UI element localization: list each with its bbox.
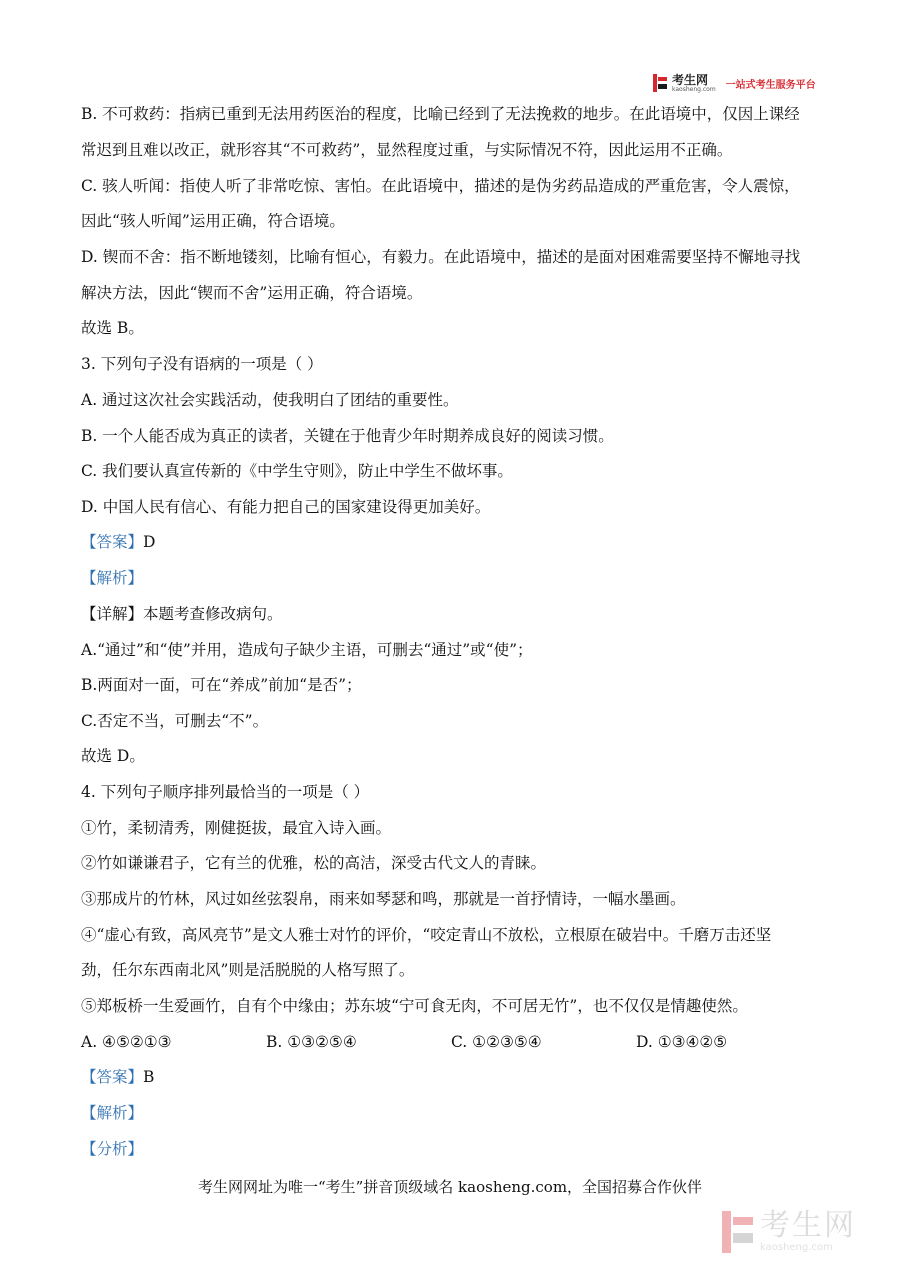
text-line: 常迟到且难以改正，就形容其“不可救药”，显然程度过重，与实际情况不符，因此运用不正确。 bbox=[81, 141, 733, 159]
watermark bbox=[720, 1205, 856, 1259]
question-4-analysis-label: 【解析】 bbox=[81, 1104, 144, 1122]
question-3-option-c: C. 我们要认真宣传新的《中学生守则》，防止中学生不做坏事。 bbox=[81, 462, 513, 480]
text-line: A.“通过”和“使”并用，造成句子缺少主语，可删去“通过”或“使”； bbox=[81, 641, 533, 659]
question-3-detail: 【详解】本题考查修改病句。 bbox=[81, 605, 283, 623]
text-line: 因此“骇人听闻”运用正确，符合语境。 bbox=[81, 212, 345, 230]
question-3-answer bbox=[81, 531, 821, 553]
sentence-1: ①竹，柔韧清秀，刚健挺拔，最宜入诗入画。 bbox=[81, 819, 392, 837]
text-line: 故选 D。 bbox=[81, 747, 145, 765]
kaosheng-logo-icon bbox=[652, 74, 668, 92]
question-3-option-b: B. 一个人能否成为真正的读者，关键在于他青少年时期养成良好的阅读习惯。 bbox=[81, 427, 614, 445]
text-line: B. 不可救药：指病已重到无法用药医治的程度，比喻已经到了无法挽救的地步。在此语境中，仅因上课经 bbox=[81, 105, 800, 123]
logo-domain: kaosheng.com bbox=[672, 85, 716, 93]
question-4-answer bbox=[81, 1066, 821, 1088]
sentence-5: ⑤郑板桥一生爱画竹，自有个中缘由；苏东坡“宁可食无肉，不可居无竹”，也不仅仅是情趣使然。 bbox=[81, 997, 748, 1015]
answer-label: 【答案】 bbox=[81, 533, 144, 551]
text-line: 故选 B。 bbox=[81, 319, 144, 337]
header-logo bbox=[652, 72, 816, 94]
option-a: A. ④⑤②①③ bbox=[81, 1033, 172, 1051]
question-3-option-d: D. 中国人民有信心、有能力把自己的国家建设得更加美好。 bbox=[81, 498, 491, 516]
option-c: C. ①②③⑤④ bbox=[451, 1033, 542, 1051]
question-4-fenxi-label: 【分析】 bbox=[81, 1140, 144, 1158]
question-3-analysis-label: 【解析】 bbox=[81, 569, 144, 587]
option-d: D. ①③④②⑤ bbox=[636, 1033, 728, 1051]
answer-value: D bbox=[143, 533, 156, 551]
option-b: B. ①③②⑤④ bbox=[266, 1033, 357, 1051]
answer-label: 【答案】 bbox=[81, 1068, 144, 1086]
sentence-4: ④“虚心有致，高风亮节”是文人雅士对竹的评价，“咬定青山不放松，立根原在破岩中。千磨万击还坚 bbox=[81, 926, 772, 944]
page-footer: 考生网网址为唯一“考生”拼音顶级域名 kaosheng.com，全国招募合作伙伴 bbox=[197, 1178, 703, 1196]
text-line: 解决方法，因此“锲而不舍”运用正确，符合语境。 bbox=[81, 284, 423, 302]
watermark-logo-icon bbox=[720, 1211, 754, 1253]
text-line: C. 骇人听闻：指使人听了非常吃惊、害怕。在此语境中，描述的是伪劣药品造成的严重危害，令人震惊， bbox=[81, 177, 800, 195]
question-4-options bbox=[81, 1031, 821, 1053]
logo-name: 考生网 bbox=[672, 72, 709, 87]
question-4-stem: 4. 下列句子顺序排列最恰当的一项是（ ） bbox=[81, 783, 370, 801]
question-3-option-a: A. 通过这次社会实践活动，使我明白了团结的重要性。 bbox=[81, 391, 459, 409]
question-3-stem: 3. 下列句子没有语病的一项是（ ） bbox=[81, 355, 323, 373]
watermark-name: 考生网 bbox=[760, 1208, 856, 1243]
text-line: C.否定不当，可删去“不”。 bbox=[81, 712, 269, 730]
watermark-domain: kaosheng.com bbox=[760, 1242, 833, 1253]
text-line: D. 锲而不舍：指不断地镂刻，比喻有恒心，有毅力。在此语境中，描述的是面对困难需要坚持不懈地寻找 bbox=[81, 248, 801, 266]
logo-slogan: 一站式考生服务平台 bbox=[725, 79, 816, 91]
sentence-2: ②竹如谦谦君子，它有兰的优雅，松的高洁，深受古代文人的青睐。 bbox=[81, 854, 547, 872]
answer-value: B bbox=[143, 1068, 155, 1086]
text-line: 劲，任尔东西南北风”则是活脱脱的人格写照了。 bbox=[81, 961, 415, 979]
sentence-3: ③那成片的竹林，风过如丝弦裂帛，雨来如琴瑟和鸣，那就是一首抒情诗，一幅水墨画。 bbox=[81, 890, 686, 908]
text-line: B.两面对一面，可在“养成”前加“是否”； bbox=[81, 676, 362, 694]
